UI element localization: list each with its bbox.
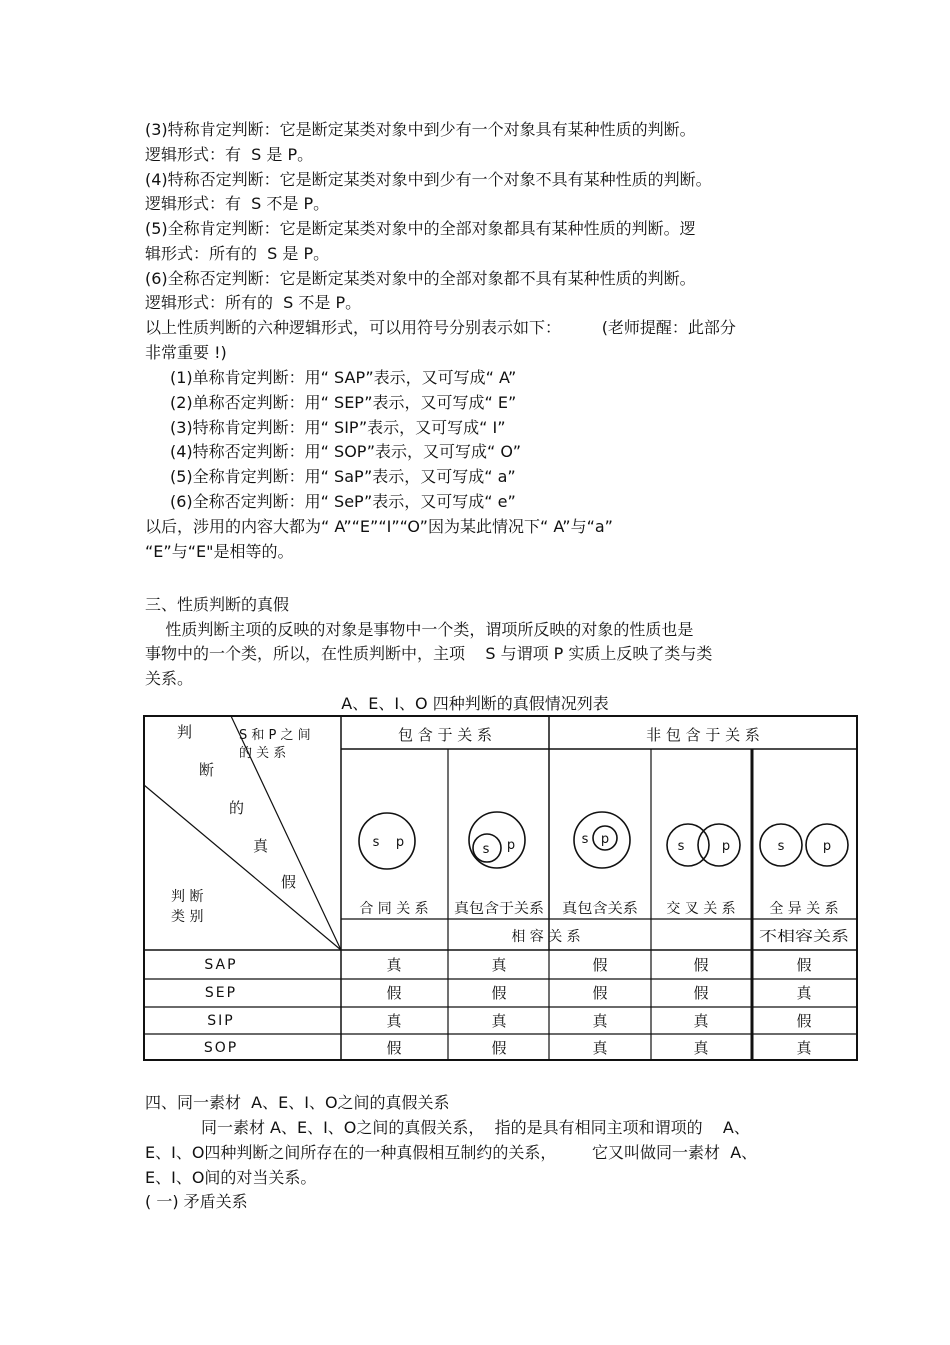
relation-label: 交 叉 关 系 [666,901,736,917]
row-label-sip: SIP [207,1013,235,1029]
table-caption: A、E、I、O 四种判断的真假情况列表 [341,694,609,713]
corner-label: 类 别 [171,909,204,925]
truth-cell: 假 [491,984,507,1002]
symbol-line: (6)全称否定判断：用“ SeP”表示，又可写成“ e” [170,492,516,511]
truth-cell: 真 [386,956,402,974]
venn-proper-superset [574,812,630,868]
symbol-line: (3)特称肯定判断：用“ SIP”表示，又可写成“ I” [170,418,506,437]
venn-disjoint [760,824,848,866]
para-line: 逻辑形式：有 S 是 P。 [145,145,314,164]
para-line: (6)全称否定判断：它是断定某类对象中的全部对象都不具有某种性质的判断。 [145,269,696,288]
venn-proper-subset [469,812,525,868]
corner-label: 假 [281,873,297,891]
truth-cell: 假 [592,956,608,974]
venn-label-s: s [482,842,490,857]
venn-label-s: s [581,832,589,847]
truth-cell: 真 [592,1039,608,1057]
section-heading: 四、同一素材 A、E、I、O之间的真假关系 [145,1093,450,1112]
para-line: 非常重要 !) [145,343,227,362]
relation-label: 真包含于关系 [454,901,538,917]
para-line: E、I、O四种判断之间所存在的一种真假相互制约的关系， 它又叫做同一素材 A、 [145,1143,758,1162]
group-header: 非 包 含 于 关 系 [646,726,760,744]
group-header: 包 含 于 关 系 [397,726,493,744]
subsection-heading: ( 一) 矛盾关系 [145,1192,248,1211]
venn-label-s: s [372,835,380,850]
para-line: E、I、O间的对当关系。 [145,1168,317,1187]
corner-label: 的 关 系 [239,746,287,761]
symbol-line: (1)单称肯定判断：用“ SAP”表示，又可写成“ A” [170,368,517,387]
corner-label: 真 [253,837,269,855]
relation-label: 全 异 关 系 [769,901,839,917]
truth-cell: 真 [796,1039,812,1057]
para-line: 同一素材 A、E、I、O之间的真假关系， 指的是具有相同主项和谓项的 A、 [145,1118,750,1137]
venn-label-p: p [506,838,516,853]
truth-cell: 假 [693,956,709,974]
venn-label-s: s [777,839,785,854]
venn-label-p: p [721,839,731,854]
venn-label-p: p [395,835,405,850]
para-line: 事物中的一个类，所以，在性质判断中，主项 S 与谓项 P 实质上反映了类与类 [145,644,713,663]
symbol-line: (5)全称肯定判断：用“ SaP”表示，又可写成“ a” [170,467,516,486]
incompatible-label: 不相容关系 [759,929,829,945]
row-label-sap: SAP [204,957,238,973]
truth-cell: 真 [386,1012,402,1030]
truth-cell: 真 [693,1039,709,1057]
para-line: 关系。 [145,669,194,688]
truth-cell: 假 [592,984,608,1002]
relation-label: 合 同 关 系 [359,901,429,917]
truth-table [143,715,859,1063]
truth-cell: 真 [693,1012,709,1030]
truth-cell: 假 [386,984,402,1002]
corner-label: 断 [199,761,215,779]
para-line: (4)特称否定判断：它是断定某类对象中到少有一个对象不具有某种性质的判断。 [145,170,712,189]
relation-label: 真包含关系 [562,901,632,917]
para-line: 以后，涉用的内容大都为“ A”“E”“I”“O”因为某此情况下“ A”与“a” [145,517,613,536]
symbol-line: (4)特称否定判断：用“ SOP”表示，又可写成“ O” [170,442,522,461]
para-line: 性质判断主项的反映的对象是事物中一个类，谓项所反映的对象的性质也是 [145,620,694,639]
para-line: (5)全称肯定判断：它是断定某类对象中的全部对象都具有某种性质的判断。逻 [145,219,696,238]
row-label-sep: SEP [204,985,238,1001]
para-line: (3)特称肯定判断：它是断定某类对象中到少有一个对象具有某种性质的判断。 [145,120,696,139]
truth-cell: 真 [491,1012,507,1030]
row-label-sop: SOP [203,1040,239,1056]
truth-cell: 真 [796,984,812,1002]
corner-label: 判 断 [171,889,204,905]
truth-cell: 假 [386,1039,402,1057]
truth-cell: 假 [491,1039,507,1057]
para-line: 以上性质判断的六种逻辑形式，可以用符号分别表示如下： (老师提醒：此部分 [145,318,736,337]
truth-cell: 假 [796,956,812,974]
symbol-line: (2)单称否定判断：用“ SEP”表示，又可写成“ E” [170,393,517,412]
compatible-label: 相 容 关 系 [511,929,581,945]
para-line: 逻辑形式：所有的 S 不是 P。 [145,293,362,312]
para-line: 辑形式：所有的 S 是 P。 [145,244,330,263]
truth-cell: 假 [796,1012,812,1030]
venn-label-s: s [677,839,685,854]
section-heading: 三、性质判断的真假 [145,595,290,614]
venn-overlap [667,824,740,866]
corner-label: 的 [229,799,245,817]
corner-label: 判 [177,723,193,741]
truth-cell: 真 [592,1012,608,1030]
venn-identity [359,813,415,869]
truth-cell: 假 [693,984,709,1002]
venn-label-p: p [822,839,832,854]
para-line: 逻辑形式：有 S 不是 P。 [145,194,330,213]
corner-label: S 和 P 之 间 [239,728,311,743]
truth-cell: 真 [491,956,507,974]
para-line: “E”与“E"是相等的。 [145,542,294,561]
venn-label-p: p [600,832,610,847]
